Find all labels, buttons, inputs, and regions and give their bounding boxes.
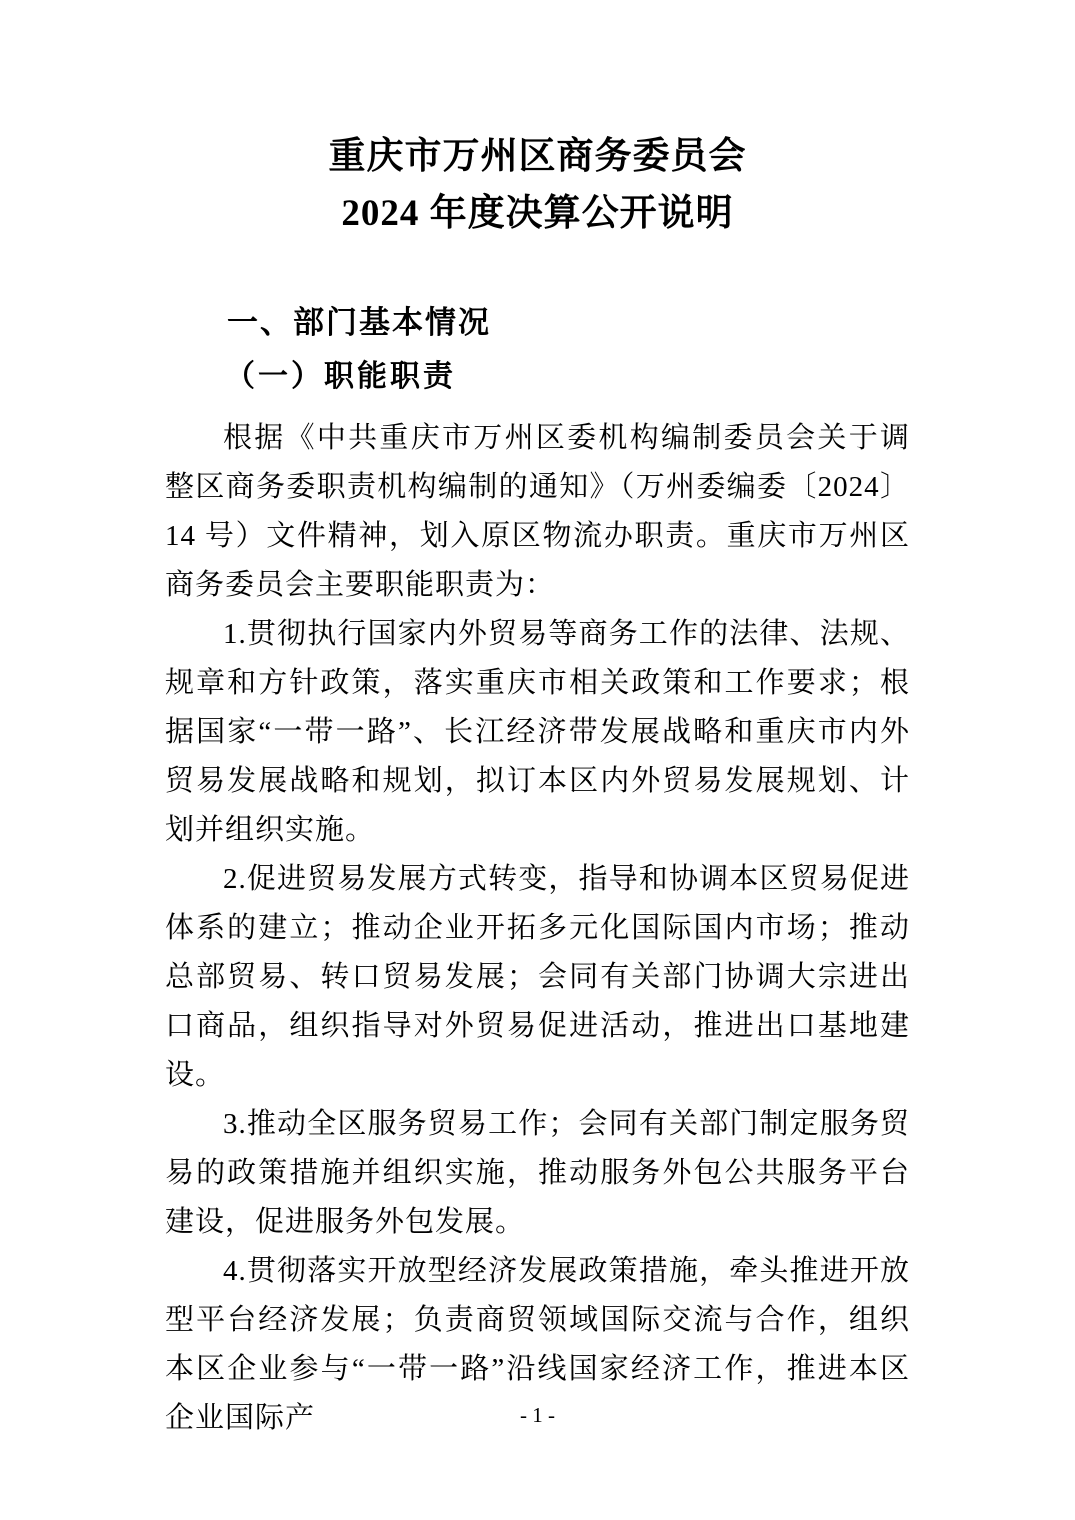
page-number: - 1 - (520, 1403, 555, 1427)
paragraph-duty-4: 4.贯彻落实开放型经济发展政策措施，牵头推进开放型平台经济发展；负责商贸领域国际交流与合作，组织本区企业参与“一带一路”沿线国家经济工作，推进本区企业国际产 (165, 1255, 910, 1434)
paragraph-duty-3: 3.推动全区服务贸易工作；会同有关部门制定服务贸易的政策措施并组织实施，推动服务外包公共服务平台建设，促进服务外包发展。 (165, 1108, 910, 1238)
subsection-heading-duties: （一）职能职责 (225, 360, 456, 393)
title-line-2: 2024 年度决算公开说明 (341, 193, 734, 234)
paragraph-duty-1: 1.贯彻执行国家内外贸易等商务工作的法律、法规、规章和方针政策，落实重庆市相关政策和工作要求；根据国家“一带一路”、长江经济带发展战略和重庆市内外贸易发展战略和规划，拟订本区内外贸易发展规划、计划并组织实施。 (165, 618, 910, 846)
section-heading-basic-info: 一、部门基本情况 (227, 305, 491, 340)
paragraph-intro: 根据《中共重庆市万州区委机构编制委员会关于调整区商务委职责机构编制的通知》（万州委编委〔2024〕14 号）文件精神，划入原区物流办职责。重庆市万州区商务委员会主要职能职责为： (165, 422, 910, 601)
title-line-1: 重庆市万州区商务委员会 (328, 136, 747, 177)
document-title (165, 128, 910, 242)
paragraph-duty-2: 2.促进贸易发展方式转变，指导和协调本区贸易促进体系的建立；推动企业开拓多元化国际国内市场；推动总部贸易、转口贸易发展；会同有关部门协调大宗进出口商品，组织指导对外贸易促进活动，推进出口基地建设。 (165, 863, 910, 1091)
page-footer (0, 1402, 1075, 1428)
body-text (165, 414, 910, 1443)
